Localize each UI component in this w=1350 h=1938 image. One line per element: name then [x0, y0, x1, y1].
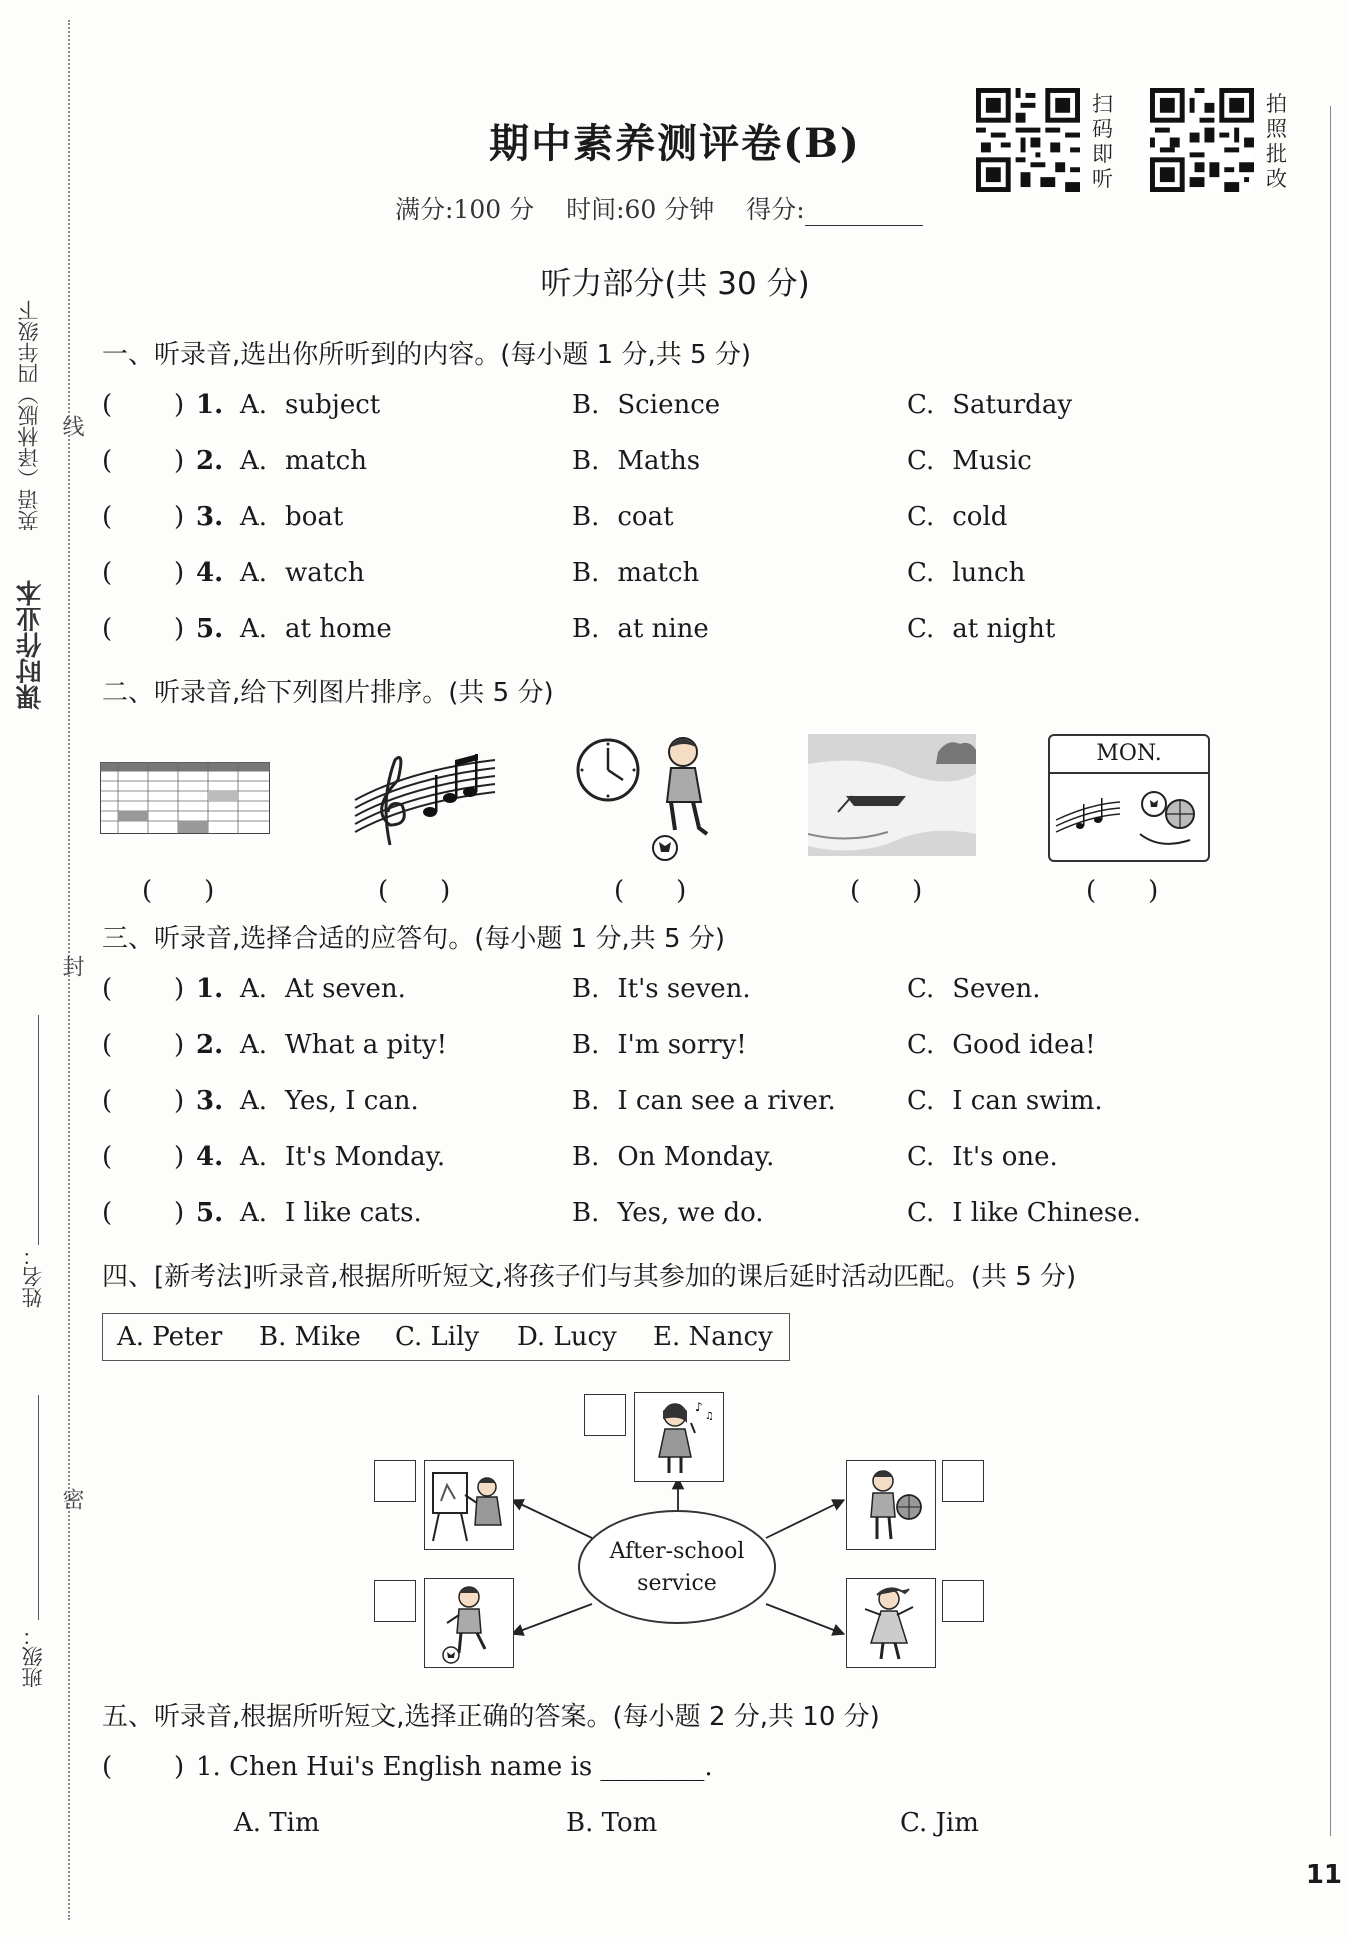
answer-slot[interactable]: ) [174, 974, 185, 1004]
s1-question-4: ( ) 4. A. watch B. match C. lunch [102, 558, 1026, 588]
name-nancy: E. Nancy [653, 1322, 773, 1352]
s5-question-1-options [102, 1808, 1262, 1848]
name-lily: C. Lily [395, 1322, 480, 1352]
option-a: A. Tim [234, 1808, 320, 1838]
name-label: 姓名： [21, 1245, 45, 1308]
s3-question-4: ( ) 4. A. It's Monday. B. On Monday. C. It's one. [102, 1142, 1058, 1172]
option-c: C. Seven. [907, 974, 1041, 1004]
option-b: B. at nine [572, 614, 709, 644]
book-subtitle: 英语（译林版）四年级下 [17, 300, 41, 531]
option-b: B. Maths [572, 446, 701, 476]
answer-slot[interactable]: ) [174, 390, 185, 420]
answer-slot[interactable]: ) [174, 1198, 185, 1228]
option-b: B. I'm sorry! [572, 1030, 747, 1060]
match-box-dancing[interactable] [942, 1580, 984, 1622]
answer-slot[interactable]: ) [174, 1030, 185, 1060]
dancing-girl-icon [847, 1579, 935, 1667]
exam-time: 时间:60 分钟 [566, 195, 715, 224]
s5-question-1: ( ) 1. Chen Hui's English name is ________. [102, 1752, 713, 1782]
svg-text:♫: ♫ [705, 1411, 714, 1422]
option-c: C. at night [907, 614, 1056, 644]
cut-mark-secret: 密 [59, 1488, 84, 1510]
basketball-boy-icon [847, 1461, 935, 1549]
full-score: 满分:100 分 [395, 195, 535, 224]
option-b: B. It's seven. [572, 974, 751, 1004]
option-c: C. Saturday [907, 390, 1073, 420]
option-b: B. coat [572, 502, 674, 532]
answer-slot[interactable]: ) [174, 558, 185, 588]
match-box-drawing[interactable] [374, 1460, 416, 1502]
option-a: A. boat [240, 502, 344, 532]
order-slot-5[interactable]: ( ) [1086, 876, 1159, 906]
s3-question-2: ( ) 2. A. What a pity! B. I'm sorry! C. Good idea! [102, 1030, 1096, 1060]
option-a: A. at home [240, 614, 392, 644]
order-slot-4[interactable]: ( ) [850, 876, 923, 906]
option-a: A. At seven. [240, 974, 406, 1004]
section-1-title: 一、听录音,选出你所听到的内容。(每小题 1 分,共 5 分) [102, 340, 751, 370]
option-a: A. watch [240, 558, 365, 588]
name-peter: A. Peter [117, 1322, 223, 1352]
option-c: C. It's one. [907, 1142, 1058, 1172]
match-box-basketball[interactable] [942, 1460, 984, 1502]
after-school-service-center: After-school service [578, 1510, 776, 1624]
dancing-girl-card [846, 1578, 936, 1668]
s3-question-5: ( ) 5. A. I like cats. B. Yes, we do. C. I like Chinese. [102, 1198, 1141, 1228]
answer-slot[interactable]: ) [174, 1142, 185, 1172]
svg-text:♪: ♪ [695, 1400, 703, 1414]
section-3-title: 三、听录音,选择合适的应答句。(每小题 1 分,共 5 分) [102, 924, 725, 954]
order-slot-1[interactable]: ( ) [142, 876, 215, 906]
option-b: B. On Monday. [572, 1142, 775, 1172]
name-mike: B. Mike [259, 1322, 361, 1352]
order-slot-3[interactable]: ( ) [614, 876, 687, 906]
match-box-singing[interactable] [584, 1394, 626, 1436]
page-title: 期中素养测评卷(B) [489, 120, 861, 167]
option-b: B. Yes, we do. [572, 1198, 764, 1228]
s1-question-2: ( ) 2. A. match B. Maths C. Music [102, 446, 1032, 476]
drawing-girl-card [424, 1460, 514, 1550]
section-4-title: 四、[新考法]听录音,根据所听短文,将孩子们与其参加的课后延时活动匹配。(共 5 分) [102, 1262, 1077, 1292]
match-box-football[interactable] [374, 1580, 416, 1622]
s3-question-3: ( ) 3. A. Yes, I can. B. I can see a river. C. I can swim. [102, 1086, 1103, 1116]
drawing-girl-icon [425, 1461, 513, 1549]
s1-question-1: ( ) 1. A. subject B. Science C. Saturday [102, 390, 1073, 420]
option-c: C. Good idea! [907, 1030, 1096, 1060]
mon-label: MON. [1050, 736, 1208, 774]
cut-mark-line: 线 [59, 415, 84, 437]
section-2-title: 二、听录音,给下列图片排序。(共 5 分) [102, 678, 554, 708]
answer-slot[interactable]: ) [174, 1752, 185, 1782]
answer-slot[interactable]: ) [174, 614, 185, 644]
singing-girl-icon [635, 1393, 723, 1481]
option-a: A. Yes, I can. [240, 1086, 419, 1116]
s5-question-1-text: 1. Chen Hui's English name is ________. [196, 1752, 713, 1782]
option-b: B. Tom [566, 1808, 658, 1838]
option-a: A. match [240, 446, 367, 476]
qr-caption-grade: 拍照批改 [1266, 92, 1287, 191]
cut-mark-seal: 封 [59, 955, 84, 977]
option-c: C. I can swim. [907, 1086, 1103, 1116]
option-c: C. cold [907, 502, 1008, 532]
answer-slot[interactable]: ) [174, 446, 185, 476]
option-b: B. match [572, 558, 700, 588]
option-b: B. Science [572, 390, 721, 420]
option-c: C. Music [907, 446, 1032, 476]
section-5-title: 五、听录音,根据所听短文,选择正确的答案。(每小题 2 分,共 10 分) [102, 1702, 880, 1732]
option-a: A. It's Monday. [240, 1142, 446, 1172]
option-c: C. lunch [907, 558, 1026, 588]
answer-slot[interactable]: ) [174, 1086, 185, 1116]
page-number: 11 [1305, 1860, 1342, 1890]
football-boy-card [424, 1578, 514, 1668]
football-boy-icon [425, 1579, 513, 1667]
option-c: C. I like Chinese. [907, 1198, 1141, 1228]
order-slot-2[interactable]: ( ) [378, 876, 451, 906]
singing-girl-card [634, 1392, 724, 1482]
basketball-boy-card [846, 1460, 936, 1550]
name-lucy: D. Lucy [517, 1322, 617, 1352]
option-a: A. What a pity! [240, 1030, 448, 1060]
answer-slot[interactable]: ) [174, 502, 185, 532]
s3-question-1: ( ) 1. A. At seven. B. It's seven. C. Seven. [102, 974, 1041, 1004]
s1-question-5: ( ) 5. A. at home B. at nine C. at night [102, 614, 1056, 644]
score-label: 得分: [746, 195, 805, 224]
option-c: C. Jim [900, 1808, 979, 1838]
option-b: B. I can see a river. [572, 1086, 836, 1116]
option-a: A. I like cats. [240, 1198, 422, 1228]
option-a: A. subject [240, 390, 381, 420]
qr-caption-listen: 扫码即听 [1092, 92, 1113, 191]
s1-question-3: ( ) 3. A. boat B. coat C. cold [102, 502, 1008, 532]
listening-part-title: 听力部分(共 30 分) [540, 266, 810, 302]
class-label: 班级： [21, 1625, 45, 1688]
book-title: 课时作业本 [16, 580, 46, 710]
